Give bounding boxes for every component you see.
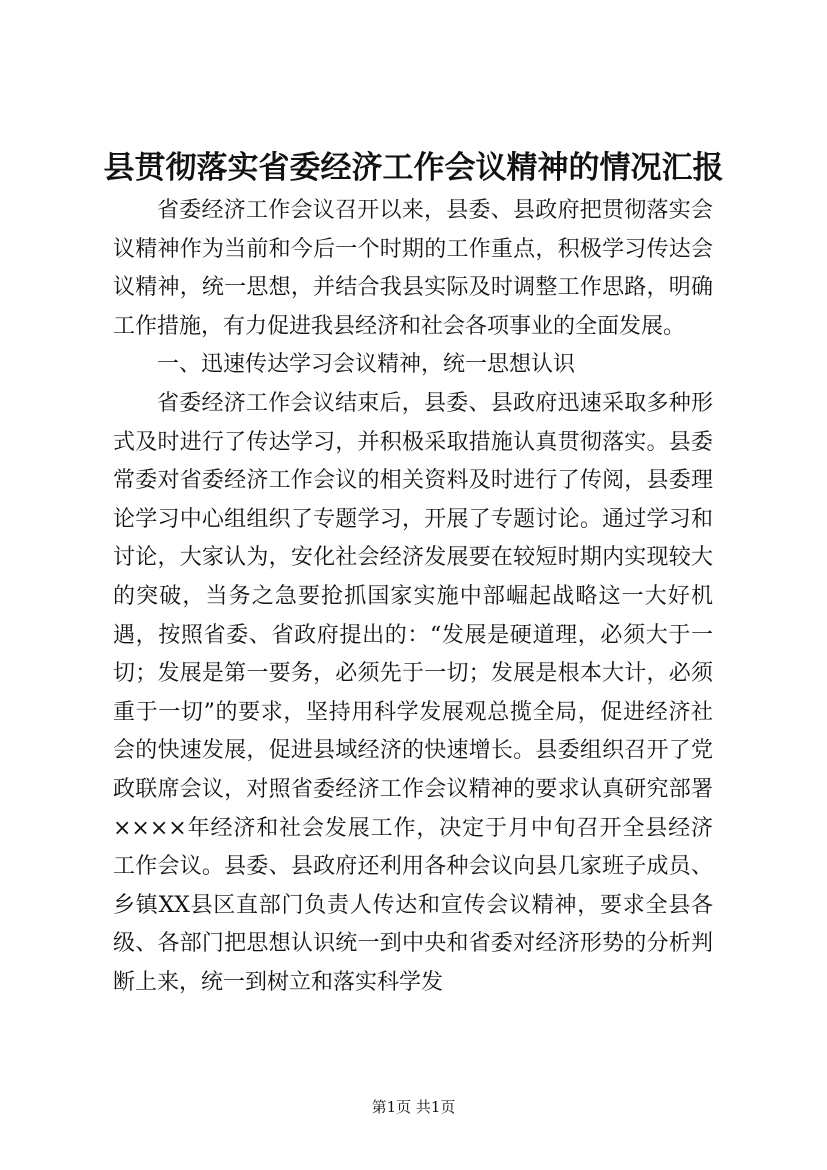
section-heading-1: 一、迅速传达学习会议精神，统一思想认识 [157, 352, 576, 378]
paragraph-intro: 省委经济工作会议召开以来，县委、县政府把贯彻落实会议精神作为当前和今后一个时期的工作重点，积极学习传达会议精神，统一思想，并结合我县实际及时调整工作思路，明确工作措施，有力促进我县经济和社会各项事业的全面发展。 [113, 198, 713, 339]
document-title: 县贯彻落实省委经济工作会议精神的情况汇报 [103, 150, 724, 186]
page-footer [0, 1096, 827, 1118]
page-number: 第1页 共1页 [371, 1098, 456, 1116]
paragraph-section-1: 省委经济工作会议结束后，县委、县政府迅速采取多种形式及时进行了传达学习，并积极采取措施认真贯彻落实。县委常委对省委经济工作会议的相关资料及时进行了传阅，县委理论学习中心组组织了专题学习，开展了专题讨论。通过学习和讨论，大家认为，安化社会经济发展要在较短时期内实现较大的突破，当务之急要抢抓国家实施中部崛起战略这一大好机遇，按照省委、省政府提出的：“发展是硬道理，必须大于一切；发展是第一要务，必须先于一切；发展是根本大计，必须重于一切”的要求，坚持用科学发展观总揽全局，促进经济社会的快速发展，促进县域经济的快速增长。县委组织召开了党政联席会议，对照省委经济工作会议精神的要求认真研究部署××××年经济和社会发展工作，决定于月中旬召开全县经济工作会议。县委、县政府还利用各种会议向县几家班子成员、乡镇XX县区直部门负责人传达和宣传会议精神，要求全县各级、各部门把思想认识统一到中央和省委对经济形势的分析判断上来，统一到树立和落实科学发 [113, 390, 713, 995]
document-body [113, 192, 713, 1002]
